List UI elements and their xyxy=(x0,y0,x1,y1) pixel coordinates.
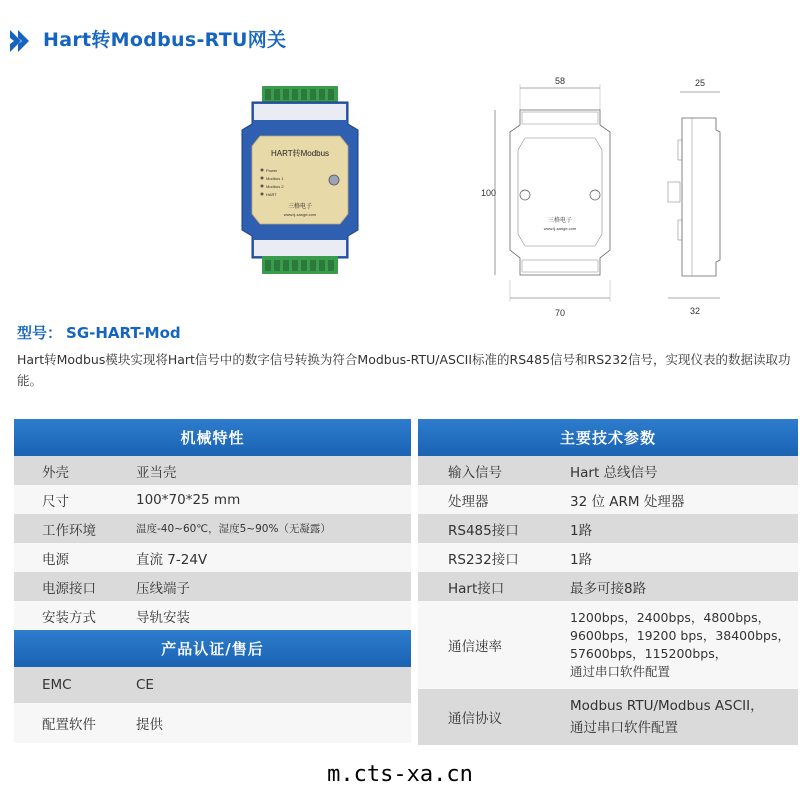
spec-key: 外壳 xyxy=(14,456,136,485)
spec-value: 最多可接8路 xyxy=(570,572,798,601)
spec-key: 安装方式 xyxy=(14,601,136,630)
spec-value-line: 9600bps，19200 bps，38400bps， xyxy=(570,628,790,643)
device-label: HART转Modbus xyxy=(270,149,330,158)
spec-value-line: 57600bps，115200bps， xyxy=(570,646,728,661)
footer-domain: m.cts-xa.cn xyxy=(327,762,473,787)
spec-key: 通信协议 xyxy=(418,689,570,745)
spec-value: 1路 xyxy=(570,543,798,572)
spec-key: 处理器 xyxy=(418,485,570,514)
spec-value: 直流 7-24V xyxy=(136,543,411,572)
dimension-drawing xyxy=(480,70,780,325)
spec-key: 通信速率 xyxy=(418,601,570,689)
spec-value-line: Modbus RTU/Modbus ASCII， xyxy=(570,698,764,714)
spec-key: 工作环境 xyxy=(14,514,136,543)
spec-key: 电源接口 xyxy=(14,572,136,601)
spec-value: CE xyxy=(136,667,411,703)
spec-value-line: 通过串口软件配置 xyxy=(570,720,678,736)
page-header xyxy=(0,26,800,56)
dim-width-bottom: 70 xyxy=(554,308,566,318)
model-label: 型号： xyxy=(17,324,63,342)
technical-table xyxy=(418,419,798,745)
spec-value-multiline xyxy=(570,601,798,689)
spec-key: 输入信号 xyxy=(418,456,570,485)
spec-key: Hart接口 xyxy=(418,572,570,601)
device-url: www.tj-sange.com xyxy=(283,212,317,217)
spec-key: RS232接口 xyxy=(418,543,570,572)
dim-height: 100 xyxy=(481,188,497,198)
page-title: Hart转Modbus-RTU网关 xyxy=(43,29,287,51)
device-brand: 三格电子 xyxy=(287,203,313,210)
spec-value: 温度-40~60℃，湿度5~90%（无凝露） xyxy=(136,514,411,543)
spec-value-multiline xyxy=(570,689,798,745)
certification-title: 产品认证/售后 xyxy=(14,630,411,667)
led-label: Modbus 1 xyxy=(266,176,284,181)
spec-key: 电源 xyxy=(14,543,136,572)
dim-side-top: 25 xyxy=(694,78,706,88)
mechanical-title: 机械特性 xyxy=(14,419,411,456)
spec-value: Hart 总线信号 xyxy=(570,456,798,485)
model-line xyxy=(17,322,185,343)
spec-key: 尺寸 xyxy=(14,485,136,514)
spec-value: 导轨安装 xyxy=(136,601,411,630)
spec-value: 提供 xyxy=(136,703,411,743)
spec-value: 32 位 ARM 处理器 xyxy=(570,485,798,514)
chevron-right-icon xyxy=(8,28,34,54)
led-label: Modbus 2 xyxy=(266,184,284,189)
product-photo xyxy=(230,80,370,280)
spec-key: EMC xyxy=(14,667,136,703)
led-label: HART xyxy=(266,192,277,197)
dim-side-bottom: 32 xyxy=(689,306,701,316)
spec-value: 亚当壳 xyxy=(136,456,411,485)
spec-key: RS485接口 xyxy=(418,514,570,543)
model-value: SG-HART-Mod xyxy=(66,324,181,342)
spec-value-line: 通过串口软件配置 xyxy=(570,664,671,679)
spec-value: 压线端子 xyxy=(136,572,411,601)
drawing-url: www.tj-sange.com xyxy=(543,226,577,231)
mechanical-table xyxy=(14,419,411,743)
spec-key: 配置软件 xyxy=(14,703,136,743)
spec-value-line: 1200bps，2400bps，4800bps， xyxy=(570,610,771,625)
dim-width-top: 58 xyxy=(554,76,566,86)
led-label: Power xyxy=(266,168,278,173)
product-description: Hart转Modbus模块实现将Hart信号中的数字信号转换为符合Modbus-RTU/ASCII标准的RS485信号和RS232信号，实现仪表的数据读取功能。 xyxy=(17,352,791,388)
technical-title: 主要技术参数 xyxy=(418,419,798,456)
drawing-brand: 三格电子 xyxy=(547,217,573,224)
spec-value: 1路 xyxy=(570,514,798,543)
spec-value: 100*70*25 mm xyxy=(136,485,411,514)
